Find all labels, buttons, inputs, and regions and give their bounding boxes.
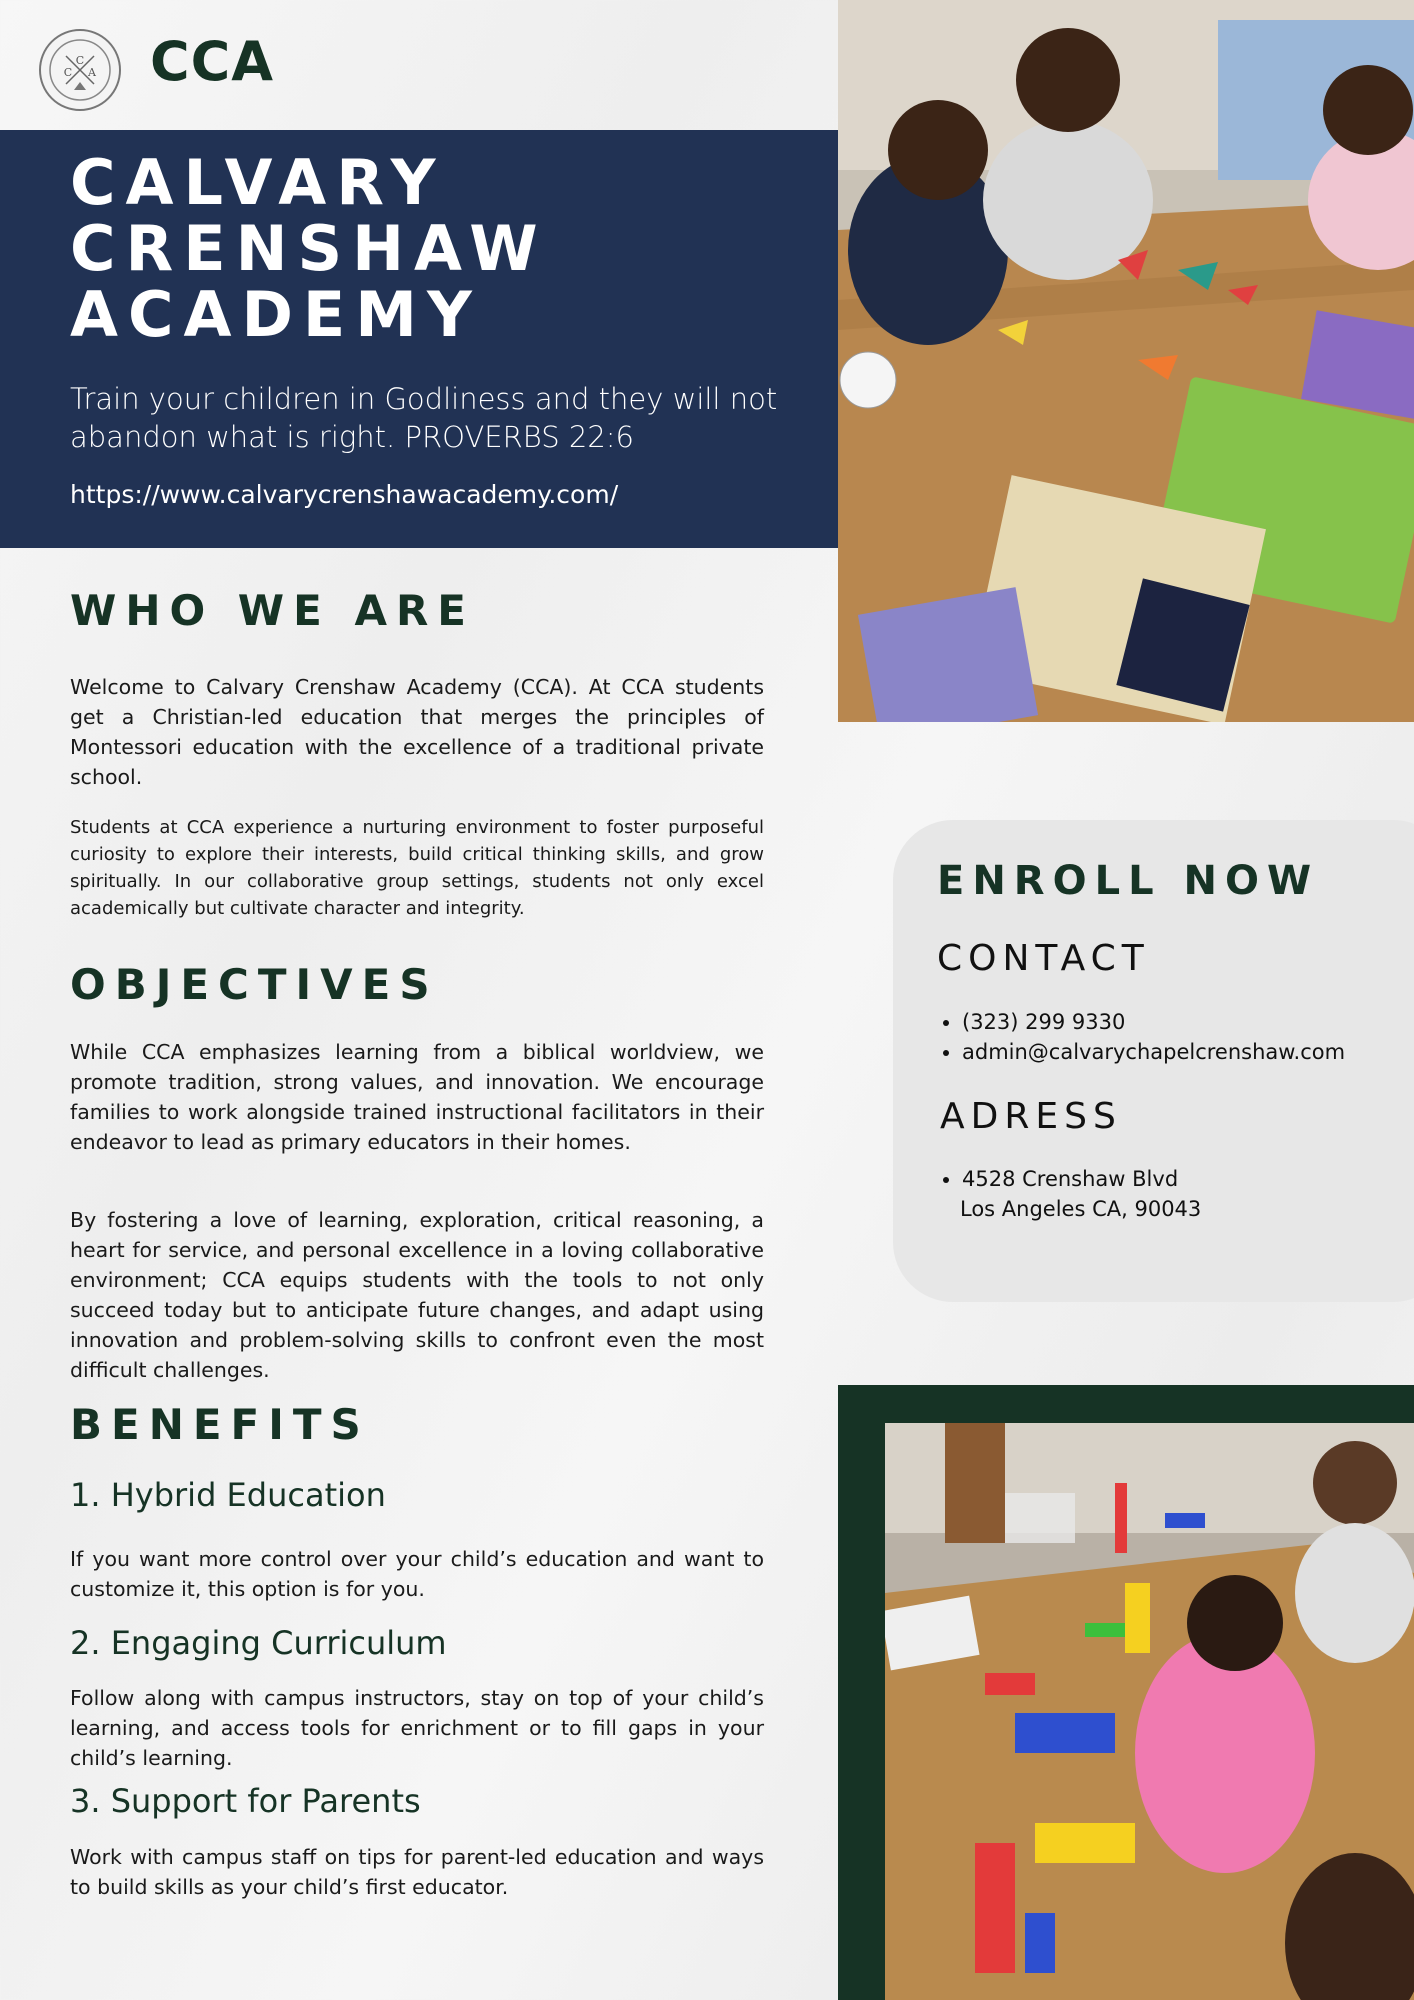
address-list [937, 1164, 1178, 1194]
address-heading: ADRESS [940, 1096, 1122, 1137]
objectives-paragraph-2: By fostering a love of learning, exploration, critical reasoning, a heart for service, and personal excellence in a loving collaborative environment; CCA equips students with the tools to not only succeed today but to anticipate future changes, and adapt using innovation and problem-solving skills to confront even the most difficult challenges. [70, 1208, 764, 1382]
contact-list [937, 1007, 1345, 1067]
benefit-text: If you want more control over your child’s education and want to customize it, this option is for you. [70, 1547, 764, 1601]
contact-heading: CONTACT [937, 938, 1150, 979]
svg-text:C: C [75, 54, 85, 67]
objectives-heading: OBJECTIVES [70, 960, 439, 1009]
benefit-title: 3. Support for Parents [70, 1782, 421, 1820]
website-url[interactable]: https://www.calvarycrenshawacademy.com/ [70, 480, 619, 509]
who-paragraph-2: Students at CCA experience a nurturing environment to foster purposeful curiosity to explore their interests, build critical thinking skills, and grow spiritually. In our collaborative group settings, students not only excel academically but cultivate character and integrity. [70, 817, 764, 919]
academy-title [70, 146, 548, 351]
cca-seal-icon [38, 28, 122, 112]
objectives-paragraph-1: While CCA emphasizes learning from a biblical worldview, we promote tradition, strong values, and innovation. We encourage families to work alongside trained instructional facilitators in their endeavor to lead as primary educators in their homes. [70, 1040, 764, 1154]
enroll-now-heading: ENROLL NOW [937, 858, 1320, 904]
who-we-are-heading: WHO WE ARE [70, 586, 475, 635]
benefit-title: 1. Hybrid Education [70, 1476, 386, 1514]
motto-verse: Train your children in Godliness and they will not abandon what is right. PROVERBS 22:6 [70, 382, 778, 454]
title-line: ACADEMY [70, 278, 482, 351]
classroom-photo-blocks [885, 1423, 1414, 2000]
benefits-heading: BENEFITS [70, 1400, 370, 1449]
title-line: CRENSHAW [70, 212, 548, 285]
benefit-text: Follow along with campus instructors, stay on top of your child’s learning, and access tools for enrichment or to fill gaps in your child’s learning. [70, 1686, 764, 1770]
svg-text:C: C [63, 66, 73, 79]
benefit-title: 2. Engaging Curriculum [70, 1624, 447, 1662]
address-line-2: Los Angeles CA, 90043 [960, 1197, 1202, 1221]
brand-name: CCA [150, 30, 275, 93]
classroom-photo-shapes [838, 0, 1414, 722]
address-line-1: • 4528 Crenshaw Blvd [962, 1164, 1178, 1194]
title-line: CALVARY [70, 146, 446, 219]
benefit-text: Work with campus staff on tips for parent-led education and ways to build skills as your child’s first educator. [70, 1845, 764, 1899]
email-address[interactable]: • admin@calvarychapelcrenshaw.com [962, 1037, 1345, 1067]
who-paragraph-1: Welcome to Calvary Crenshaw Academy (CCA). At CCA students get a Christian-led education that merges the principles of Montessori education with the excellence of a traditional private school. [70, 675, 764, 789]
svg-text:A: A [88, 66, 96, 79]
phone-number[interactable]: • (323) 299 9330 [962, 1007, 1345, 1037]
